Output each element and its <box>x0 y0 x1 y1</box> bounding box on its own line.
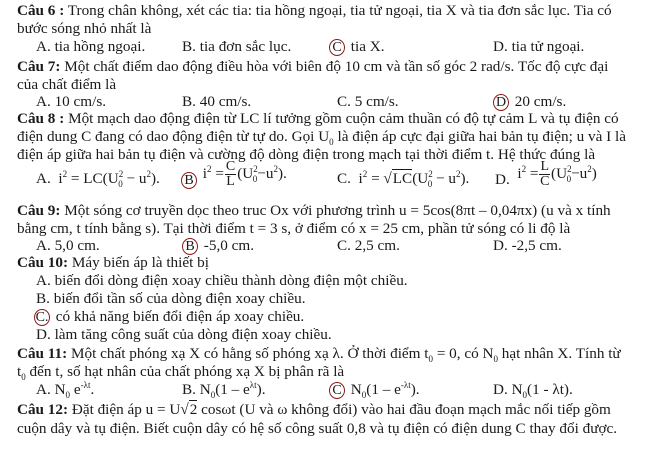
q9-text: Một sóng cơ truyền dọc theo truc Ox với phương trình u = 5cos(8πt – 0,04πx) (u và x tính <box>60 202 611 219</box>
option-letter: B. <box>182 93 196 110</box>
q11-text: hạt nhân X. Tính từ <box>497 345 621 362</box>
option-text: 40 cm/s. <box>195 93 252 110</box>
q6-label: Câu 6 : <box>17 2 65 19</box>
q11-text: đến t, số hạt nhân của chất phóng xạ X bị phân rã là <box>25 363 345 380</box>
option-letter: A. <box>36 381 51 398</box>
option-text: 5 cm/s. <box>350 93 399 110</box>
q7-option-d-selected[interactable] <box>493 93 566 111</box>
option-letter: C. <box>337 170 351 187</box>
q6-option-b[interactable] <box>182 38 291 56</box>
q7-label: Câu 7: <box>17 58 61 75</box>
q7-option-a[interactable] <box>36 93 106 111</box>
q9-option-d[interactable] <box>493 237 562 255</box>
option-text: -2,5 cm. <box>507 237 562 254</box>
answer-circle-icon: C <box>329 39 345 56</box>
q11-option-d[interactable]: D. $N_0(1 - \lambda t)$. <box>493 381 573 401</box>
answer-circle-icon: B <box>182 238 198 255</box>
q11-option-c-selected[interactable]: C $N_0(1 - e^{-\lambda t})$. <box>329 381 420 399</box>
q10-line1 <box>17 254 209 272</box>
q7-text: Một chất điểm dao động điều hòa với biên độ 10 cm và tần số góc 2 rad/s. Tốc độ cực đại <box>60 58 609 75</box>
q7-line1 <box>17 58 608 76</box>
q12-text: cosωt (U và ω không đổi) vào hai đầu đoạn mạch mắc nối tiếp gồm <box>201 401 611 418</box>
option-letter: A. <box>36 170 51 187</box>
option-letter: A. <box>36 38 51 55</box>
q11-line1 <box>17 345 621 363</box>
option-text: 5,0 cm. <box>50 237 100 254</box>
q9-label: Câu 9: <box>17 202 61 219</box>
q7-line2: của chất điểm là <box>17 76 117 93</box>
option-text: tia tử ngoại. <box>507 38 585 55</box>
option-letter: B. <box>182 381 196 398</box>
q12-line1: Câu 12: Đặt điện áp u = U√2 cosωt (U và ω không đổi) vào hai đầu đoạn mạch mắc nối tiếp gồm <box>17 401 611 418</box>
q8-text: là điện áp cực đại giữa hai bản tụ điện; u và I là <box>333 128 626 145</box>
q7-option-c[interactable] <box>337 93 399 111</box>
fraction: $\frac{C}{L}$ <box>225 159 236 189</box>
q8-text: Một mạch dao động điện từ LC lí tưởng gồm cuộn cảm thuần có độ tự cảm L và tụ điện có <box>64 110 619 127</box>
option-letter: A. <box>36 237 51 254</box>
option-text: -5,0 cm. <box>200 237 254 254</box>
option-letter: C. <box>337 237 351 254</box>
option-letter: B. <box>36 290 50 307</box>
option-letter: D. <box>495 170 510 188</box>
answer-circle-icon: B <box>181 172 197 189</box>
q8-option-a[interactable]: A. $i^2 = LC(U^2_0 - u^2)$. <box>36 168 160 190</box>
option-text: biến đổi dòng điện xoay chiều thành dòng điện một chiều. <box>50 272 408 289</box>
fraction: $\frac{L}{C}$ <box>540 159 550 189</box>
q12-line2: cuộn dây và tụ điện. Biết cuộn dây có hệ số công suất 0,8 và tụ điện có điện dung C thay đổi được. <box>17 420 618 437</box>
q9-line2: bằng cm, t tính bằng s). Tại thời điểm t = 3 s, ở điểm có x = 25 cm, phần tử sóng có li độ là <box>17 220 571 237</box>
option-text: biến đổi tần số của dòng điện xoay chiều. <box>49 290 306 307</box>
q9-option-b-selected[interactable] <box>182 237 254 255</box>
q12-text: Đặt điện áp u = U <box>68 401 181 418</box>
sqrt-value: 2 <box>189 401 198 418</box>
subscript: 0 <box>21 372 26 383</box>
q11-option-b[interactable]: B. $N_0(1 - e^{\lambda t})$. <box>182 379 266 401</box>
q8-label: Câu 8 : <box>17 110 65 127</box>
option-text: làm tăng công suất của dòng điện xoay chiều. <box>50 326 332 343</box>
q10-option-a[interactable] <box>36 272 408 290</box>
q10-option-b[interactable] <box>36 290 306 308</box>
answer-circle-icon: D <box>493 94 509 111</box>
q10-text: Máy biến áp là thiết bị <box>68 254 209 271</box>
q10-option-d[interactable] <box>36 326 332 344</box>
option-letter: A. <box>36 272 51 289</box>
q8-option-d[interactable]: D. $i^2$ = $\frac{L}{C}$ $(U^2_0-u^2)$ <box>495 159 597 189</box>
q6-option-c-selected[interactable] <box>329 38 385 56</box>
q8-line2: điện dung C đang có dao động điện từ tự do. Gọi $U_0$ là điện áp cực đại giữa hai bản tụ điện; u và I là <box>17 128 626 148</box>
q8-text: điện dung C đang có dao động điện từ tự do. Gọi U <box>17 128 330 145</box>
option-text: 2,5 cm. <box>350 237 400 254</box>
q8-line1 <box>17 110 619 128</box>
option-text: tia đơn sắc lục. <box>195 38 292 55</box>
q9-option-a[interactable] <box>36 237 100 255</box>
q11-option-a[interactable]: A. $N_0$ $e^{-\lambda t}$. <box>36 379 95 401</box>
option-text: tia hồng ngoại. <box>50 38 146 55</box>
subscript: 0 <box>493 354 498 365</box>
q11-text: Một chất phóng xạ X có hằng số phóng xạ λ. Ở thời điểm t <box>67 345 429 362</box>
q6-line2: bước sóng nhỏ nhất là <box>17 20 152 37</box>
option-text: 20 cm/s. <box>511 93 567 110</box>
q9-option-c[interactable] <box>337 237 400 255</box>
option-letter: D. <box>493 38 508 55</box>
q11-text: = 0, có N <box>433 345 494 362</box>
option-text: tia X. <box>347 38 385 55</box>
q7-option-b[interactable] <box>182 93 251 111</box>
q6-option-a[interactable] <box>36 38 145 56</box>
q10-label: Câu 10: <box>17 254 69 271</box>
q8-option-b-selected[interactable]: B $i^2$ = $\frac{C}{L}$ $(U^2_0-u^2)$. <box>181 160 287 189</box>
option-letter: B. <box>182 38 196 55</box>
q8-option-c[interactable]: C. $i^2 = √LC(U^2_0 - u^2)$. <box>337 168 470 190</box>
option-letter: C. <box>337 93 351 110</box>
subscript: 0 <box>428 354 434 365</box>
option-letter: D. <box>36 326 51 343</box>
q11-text: t <box>17 363 22 380</box>
option-letter: D. <box>493 381 508 398</box>
q6-text: Trong chân không, xét các tia: tia hồng ngoại, tia tử ngoại, tia X và tia đơn sắc lục. Tia có <box>64 2 612 19</box>
option-text: 10 cm/s. <box>50 93 107 110</box>
option-text: có khả năng biến đổi điện áp xoay chiều. <box>52 308 305 325</box>
answer-circle-icon: C. <box>35 310 49 325</box>
option-letter: D. <box>493 237 508 254</box>
q11-label: Câu 11: <box>17 345 68 362</box>
q6-option-d[interactable] <box>493 38 584 56</box>
q8-line3: điện áp giữa hai bản tụ điện và cường độ dòng điện trong mạch tại thời điểm t. Hệ thức đúng là <box>17 146 596 163</box>
q11-line2 <box>17 363 344 381</box>
option-letter: A. <box>36 93 51 110</box>
answer-circle-icon: C <box>329 382 345 399</box>
q12-label: Câu 12: <box>17 401 69 418</box>
q9-line1 <box>17 202 611 220</box>
q10-option-c-selected[interactable] <box>34 308 304 326</box>
q6-line1 <box>17 2 612 20</box>
